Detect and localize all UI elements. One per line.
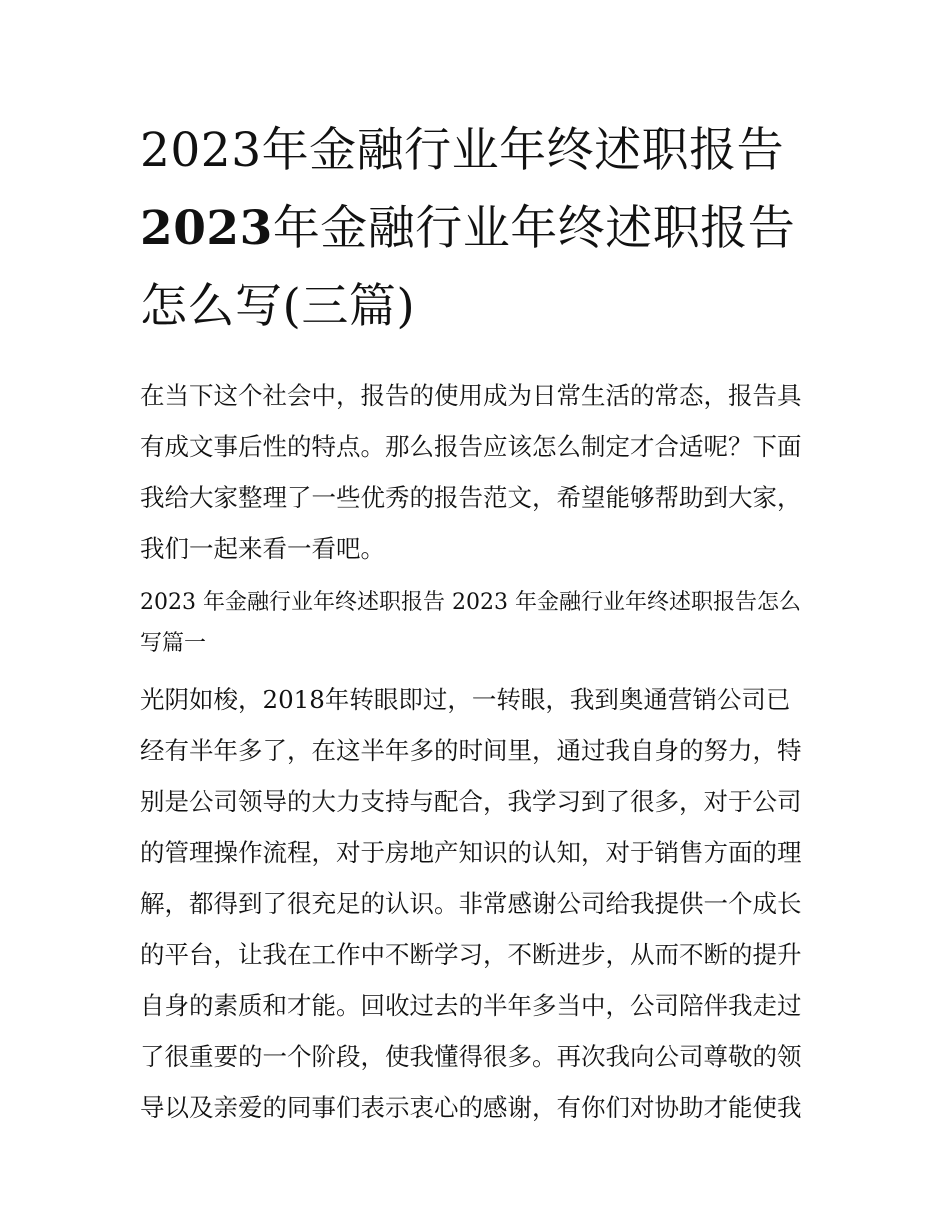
title-line-1: 2023年金融行业年终述职报告 bbox=[140, 123, 785, 178]
document-title bbox=[140, 112, 812, 346]
title-line-2-text: 年金融行业年终述职报告怎么写(三篇) bbox=[140, 201, 796, 334]
document-page bbox=[140, 112, 812, 1133]
intro-paragraph: 在当下这个社会中，报告的使用成为日常生活的常态，报告具有成文事后性的特点。那么报告应该怎么制定才合适呢？下面我给大家整理了一些优秀的报告范文，希望能够帮助到大家，我们一起来看一看吧。 bbox=[140, 381, 802, 563]
title-line-2-year: 2023 bbox=[140, 201, 273, 256]
section-heading: 2023 年金融行业年终述职报告 2023 年金融行业年终述职报告怎么写篇一 bbox=[140, 590, 801, 656]
body-paragraph: 光阴如梭，2018年转眼即过，一转眼，我到奥通营销公司已经有半年多了，在这半年多的时间里，通过我自身的努力，特别是公司领导的大力支持与配合，我学习到了很多，对于公司的管理操作流程，对于房地产知识的认知，对于销售方面的理解，都得到了很充足的认识。非常感谢公司给我提供一个成长的平台，让我在工作中不断学习，不断进步，从而不断的提升自身的素质和才能。回收过去的半年多当中，公司陪伴我走过了很重要的一个阶段，使我懂得很多。再次我向公司尊敬的领导以及亲爱的同事们表示衷心的感谢，有你们对协助才能使我 bbox=[140, 685, 802, 1122]
